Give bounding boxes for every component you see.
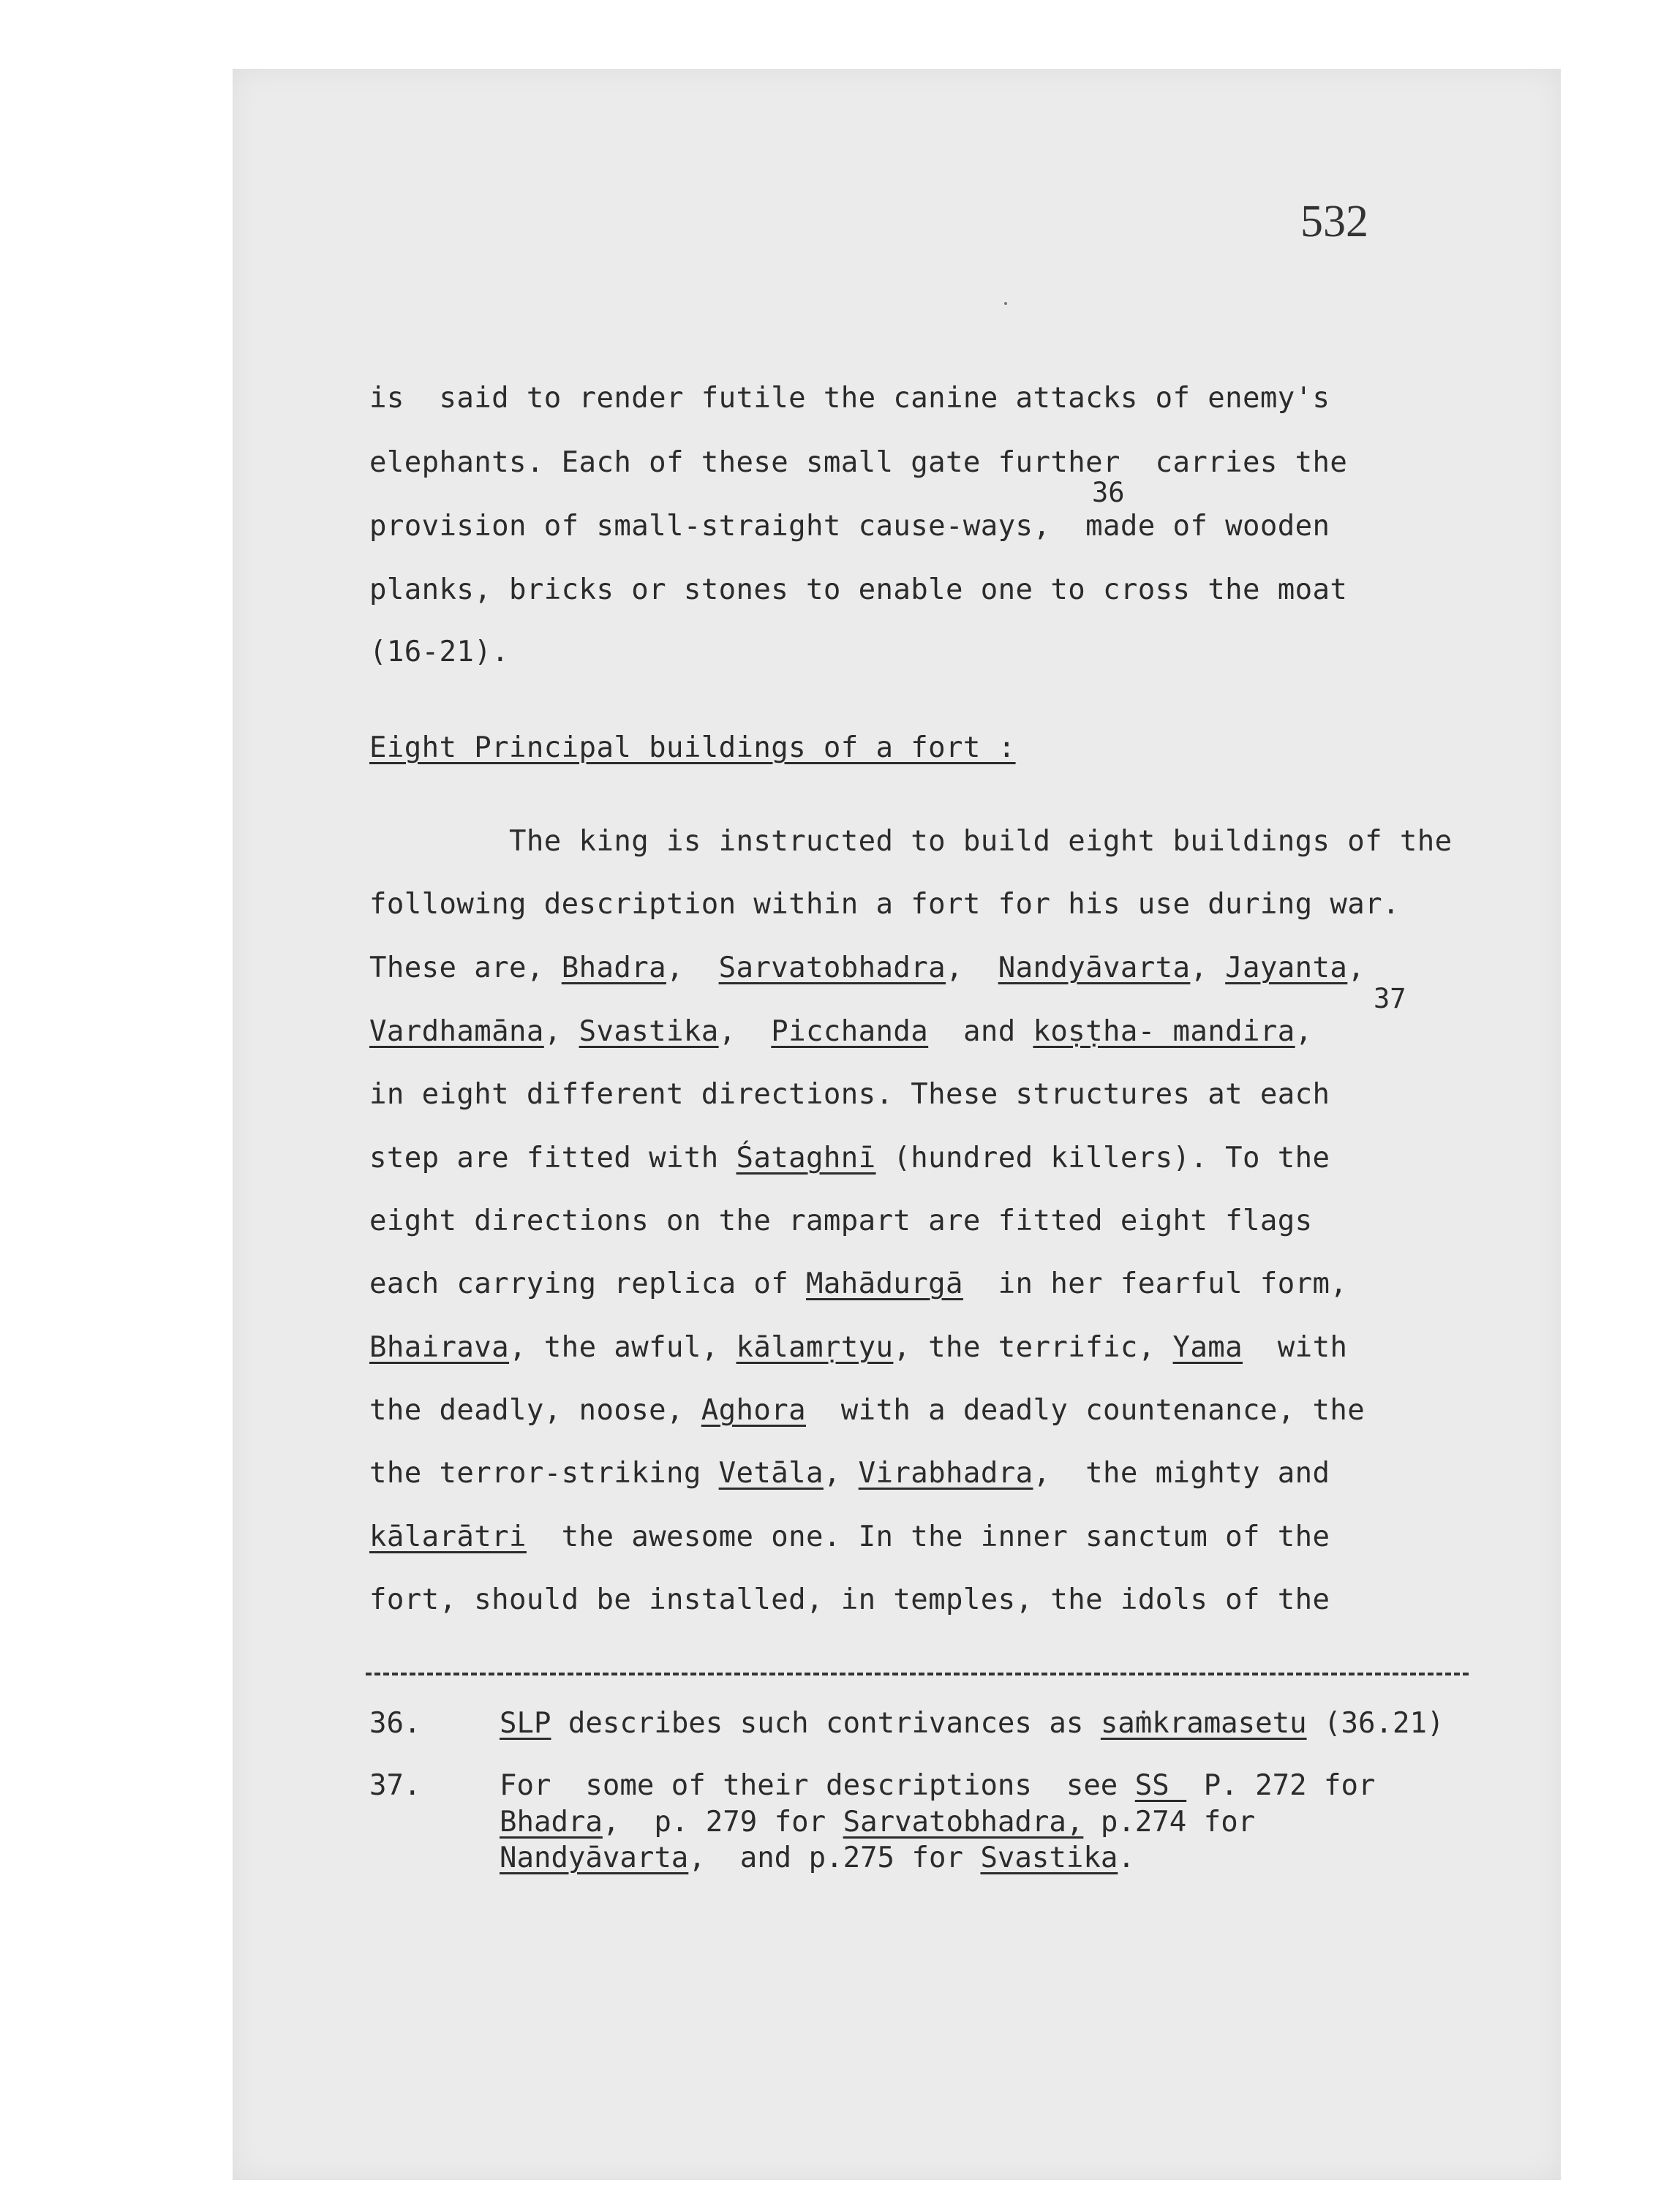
- body-line: the deadly, noose, Aghora with a deadly countenance, the: [369, 1394, 1366, 1427]
- footnote-text: SLP describes such contrivances as saṁkramasetu (36.21): [500, 1707, 1444, 1740]
- body-line: elephants. Each of these small gate further carries the: [369, 446, 1348, 479]
- body-line: Bhairava, the awful, kālamṛtyu, the terrific, Yama with: [369, 1331, 1348, 1364]
- body-line: provision of small-straight cause-ways, made of wooden: [369, 510, 1330, 543]
- footnote-separator: [366, 1673, 1469, 1675]
- body-line: step are fitted with Śataghnī (hundred killers). To the: [369, 1142, 1330, 1175]
- footnote-number: 37.: [369, 1769, 421, 1802]
- footnote-number: 36.: [369, 1707, 421, 1740]
- footnote-text: Bhadra, p. 279 for Sarvatobhadra, p.274 for: [500, 1806, 1256, 1839]
- footnote-text: Nandyāvarta, and p.275 for Svastika.: [500, 1841, 1135, 1874]
- body-line: in eight different directions. These structures at each: [369, 1078, 1330, 1111]
- body-line: kālarātri the awesome one. In the inner sanctum of the: [369, 1520, 1330, 1553]
- body-line: following description within a fort for his use during war.: [369, 888, 1400, 921]
- body-line: Vardhamāna, Svastika, Picchanda and koṣṭha- mandira,: [369, 1015, 1313, 1048]
- footnote-ref-36: 36: [1092, 477, 1125, 508]
- body-line: The king is instructed to build eight buildings of the: [369, 825, 1453, 858]
- body-line: is said to render futile the canine attacks of enemy's: [369, 382, 1330, 415]
- body-line: the terror-striking Vetāla, Virabhadra, the mighty and: [369, 1457, 1330, 1490]
- section-heading: Eight Principal buildings of a fort :: [369, 731, 1016, 764]
- body-line: planks, bricks or stones to enable one to cross the moat: [369, 573, 1348, 606]
- footnote-text: For some of their descriptions see SS P. 272 for: [500, 1769, 1376, 1802]
- body-line: eight directions on the rampart are fitted eight flags: [369, 1205, 1313, 1237]
- body-line: each carrying replica of Mahādurgā in her fearful form,: [369, 1267, 1348, 1300]
- page-number: 532: [1300, 197, 1368, 246]
- footnote-ref-37: 37: [1374, 983, 1406, 1014]
- body-line: These are, Bhadra, Sarvatobhadra, Nandyāvarta, Jayanta,: [369, 951, 1366, 984]
- body-line: (16-21).: [369, 636, 510, 668]
- body-line: fort, should be installed, in temples, the idols of the: [369, 1583, 1330, 1616]
- ink-speck: [1004, 302, 1007, 305]
